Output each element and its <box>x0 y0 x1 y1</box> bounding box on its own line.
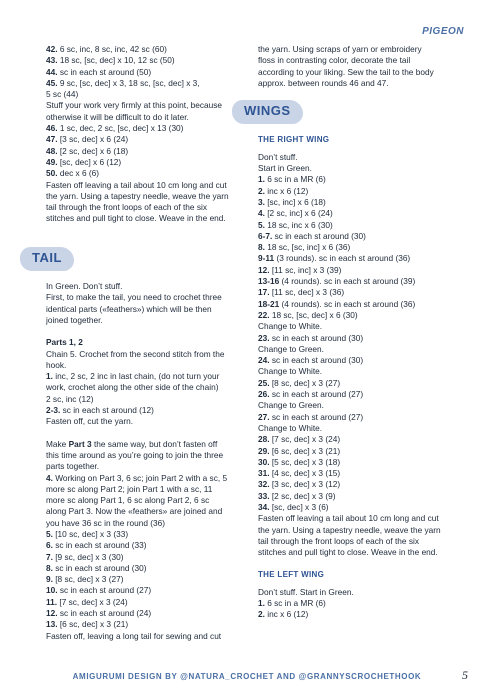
text-line: floss in contrasting color, decorate the tail <box>258 55 411 66</box>
instruction-text: [7 sc, dec] x 3 (24) <box>269 434 341 445</box>
instruction-text: more sc along Part 1, 6 sc along Part 2, 6 sc <box>46 495 210 506</box>
instruction-text: Make <box>46 438 69 449</box>
instruction-line <box>46 631 242 642</box>
round-number: 13. <box>46 619 58 630</box>
instruction-text: stitches and pull tight to close. Weave in the end. <box>258 547 438 558</box>
instruction-text: (4 rounds). sc in each st around (36) <box>279 298 416 309</box>
instruction-text: Change to White. <box>258 321 323 332</box>
instruction-text: Change to White. <box>258 366 323 377</box>
round-number: 3. <box>258 196 265 207</box>
instruction-text: inc x 6 (12) <box>264 609 309 620</box>
instruction-text: stitches and pull tight to close. Weave in the end. <box>46 213 226 224</box>
instruction-line <box>46 619 242 630</box>
instruction-text: you have 36 sc in the round (36) <box>46 517 165 528</box>
instruction-text: (4 rounds). sc in each st around (39) <box>279 276 416 287</box>
instruction-text: inc, 2 sc, 2 inc in last chain, (do not turn your <box>52 371 220 382</box>
round-number: 5. <box>258 219 265 230</box>
instruction-line <box>258 598 458 609</box>
round-number: 26. <box>258 389 270 400</box>
round-number: 13-16 <box>258 276 280 287</box>
instruction-text: Fasten off, cut the yarn. <box>46 416 134 427</box>
instruction-text: Fasten off, leaving a long tail for sewing and cut <box>46 630 222 641</box>
instruction-line <box>46 191 242 202</box>
instruction-line <box>46 416 242 427</box>
instruction-text: Change to White. <box>258 422 323 433</box>
instruction-line <box>46 382 242 393</box>
right-column <box>244 44 458 621</box>
instruction-line <box>46 484 242 495</box>
text-line: approx. between rounds 46 and 47. <box>258 77 389 88</box>
round-number: 9. <box>46 574 53 585</box>
instruction-line <box>46 540 242 551</box>
instruction-line <box>258 197 458 208</box>
round-number: 2-3. <box>46 405 61 416</box>
part-reference: Part 3 <box>68 438 92 449</box>
subheading-left-wing: THE LEFT WING <box>258 570 325 580</box>
instruction-line <box>258 547 458 558</box>
round-number: 7. <box>46 551 53 562</box>
instruction-text: (3 rounds). sc in each st around (36) <box>274 253 411 264</box>
instruction-text: sc in each st around (30) <box>272 230 366 241</box>
instruction-text: [2 sc, dec] x 6 (18) <box>57 145 129 156</box>
round-number: 47. <box>46 134 58 145</box>
instruction-text: Fasten off leaving a tail about 10 cm long and cut <box>46 179 227 190</box>
instruction-text: [2 sc, inc] x 6 (24) <box>264 208 333 219</box>
instruction-line <box>258 299 458 310</box>
instruction-line <box>46 461 242 472</box>
instruction-text: Working on Part 3, 6 sc; join Part 2 with a sc, 5 <box>52 472 228 483</box>
round-number: 1. <box>258 174 265 185</box>
instruction-text: Chain 5. Crochet from the second stitch from the <box>46 348 225 359</box>
text-line: identical parts («feathers») which will be then <box>46 303 212 314</box>
instruction-line <box>46 597 242 608</box>
instruction-line <box>46 168 242 179</box>
round-number: 33. <box>258 490 270 501</box>
instruction-text: sc in each st around (30) <box>52 562 147 573</box>
instruction-text: [10 sc, dec] x 3 (33) <box>52 528 129 539</box>
footer-credit: AMIGURUMI DESIGN BY @NATURA_CROCHET AND @GRANNYSCROCHETHOOK <box>72 672 422 681</box>
round-number: 22. <box>258 309 270 320</box>
instruction-text: sc in each st around (24) <box>57 608 152 619</box>
instruction-line <box>46 112 242 123</box>
instruction-line <box>258 468 458 479</box>
round-number: 43. <box>46 55 58 66</box>
instruction-text: the yarn. Using a tapestry needle, weave the yarn <box>258 524 441 535</box>
round-number: 12. <box>46 608 58 619</box>
instruction-line <box>46 67 242 78</box>
round-number: 25. <box>258 377 270 388</box>
instruction-text: the same way, but don’t fasten off <box>91 438 218 449</box>
instruction-line <box>258 253 458 264</box>
instruction-line <box>258 276 458 287</box>
instruction-line <box>258 163 458 174</box>
instruction-text: hook. <box>46 359 67 370</box>
instruction-line <box>46 529 242 540</box>
instruction-line <box>46 349 242 360</box>
round-number: 24. <box>258 355 270 366</box>
instruction-line <box>258 400 458 411</box>
section-title-wings-badge <box>232 100 303 124</box>
round-number: 49. <box>46 156 58 167</box>
round-number: 4. <box>46 472 53 483</box>
instruction-line <box>258 423 458 434</box>
instruction-text: sc in each st around (33) <box>52 540 147 551</box>
instruction-text: the yarn. Using a tapestry needle, weave the yarn <box>46 190 229 201</box>
round-number: 4. <box>258 208 265 219</box>
instruction-line <box>46 518 242 529</box>
section-title-tail-badge <box>20 247 74 271</box>
round-number: 34. <box>258 501 270 512</box>
subheading-right-wing: THE RIGHT WING <box>258 135 330 145</box>
round-number: 2. <box>258 609 265 620</box>
round-number: 50. <box>46 168 58 179</box>
instruction-text: work, crochet along the other side of the chain) <box>46 382 219 393</box>
instruction-line <box>46 473 242 484</box>
round-number: 46. <box>46 123 58 134</box>
instruction-text: inc x 6 (12) <box>264 185 309 196</box>
instruction-line <box>258 587 458 598</box>
header-title: PIGEON <box>422 26 464 37</box>
instruction-text: 1 sc, dec, 2 sc, [sc, dec] x 13 (30) <box>57 123 184 134</box>
instruction-line <box>258 265 458 276</box>
instruction-text: [8 sc, dec] x 3 (27) <box>269 377 341 388</box>
instruction-line <box>258 446 458 457</box>
instruction-text: [6 sc, dec] x 3 (21) <box>269 445 341 456</box>
instruction-line <box>258 152 458 163</box>
instruction-text: Stuff your work very firmly at this point, because <box>46 100 222 111</box>
instruction-line <box>46 439 242 450</box>
instruction-line <box>258 412 458 423</box>
instruction-line <box>258 344 458 355</box>
instruction-text: [6 sc, dec] x 3 (21) <box>57 619 129 630</box>
instruction-text: parts together. <box>46 461 100 472</box>
round-number: 44. <box>46 66 58 77</box>
instruction-text: sc in each st around (12) <box>60 405 154 416</box>
round-number: 1. <box>258 598 265 609</box>
instruction-line <box>258 186 458 197</box>
page-number: 5 <box>462 668 468 682</box>
instruction-text: [7 sc, dec] x 3 (24) <box>57 596 128 607</box>
instruction-line <box>258 310 458 321</box>
instruction-text: Don’t stuff. Start in Green. <box>258 586 354 597</box>
instruction-text: 6 sc in a MR (6) <box>264 598 326 609</box>
instruction-text: [11 sc, dec] x 3 (36) <box>269 287 345 298</box>
instruction-line <box>46 134 242 145</box>
instruction-line <box>258 355 458 366</box>
instruction-text: [sc, inc] x 6 (18) <box>264 196 326 207</box>
instruction-text: 5 sc (44) <box>46 89 79 100</box>
instruction-text: sc in each st around (30) <box>269 332 364 343</box>
instruction-text: [2 sc, dec] x 3 (9) <box>269 490 336 501</box>
instruction-line <box>258 242 458 253</box>
instruction-text: dec x 6 (6) <box>57 168 100 179</box>
text-line: joined together. <box>46 314 103 325</box>
instruction-text: sc in each st around (30) <box>269 355 364 366</box>
text-line: the yarn. Using scraps of yarn or embroidery <box>258 44 422 54</box>
instruction-text: 18 sc, [sc, dec] x 6 (30) <box>269 309 358 320</box>
instruction-text: this time around as you’re going to join the three <box>46 449 224 460</box>
instruction-text: [sc, dec] x 6 (12) <box>57 156 122 167</box>
instruction-text: tail through the front loops of each of the six <box>46 202 207 213</box>
instruction-line <box>258 333 458 344</box>
instruction-text: 6 sc, inc, 8 sc, inc, 42 sc (60) <box>57 44 167 54</box>
round-number: 9-11 <box>258 253 275 264</box>
instruction-text: [11 sc, inc] x 3 (39) <box>269 264 342 275</box>
round-number: 1. <box>46 371 53 382</box>
instruction-text: sc in each st around (50) <box>57 66 152 77</box>
instruction-line <box>46 157 242 168</box>
round-number: 28. <box>258 434 270 445</box>
instruction-text: sc in each st around (27) <box>269 389 364 400</box>
instruction-line <box>258 389 458 400</box>
instruction-text: [8 sc, dec] x 3 (27) <box>52 574 124 585</box>
instruction-line <box>46 394 242 405</box>
instruction-line <box>258 513 458 524</box>
instruction-text: along Part 3. Now the «feathers» are joined and <box>46 506 223 517</box>
instruction-line <box>46 405 242 416</box>
instruction-line <box>46 506 242 517</box>
instruction-text: Change to Green. <box>258 343 324 354</box>
section-title-tail: TAIL <box>32 249 62 265</box>
instruction-line <box>46 371 242 382</box>
instruction-line <box>46 55 242 66</box>
instruction-line <box>258 208 458 219</box>
round-number: 29. <box>258 445 270 456</box>
round-number: 48. <box>46 145 58 156</box>
instruction-line <box>46 146 242 157</box>
text-line: In Green. Don’t stuff. <box>46 281 123 292</box>
round-number: 18-21 <box>258 298 280 309</box>
round-number: 5. <box>46 528 53 539</box>
instruction-text: 6 sc in a MR (6) <box>264 174 326 185</box>
round-number: 42. <box>46 44 58 54</box>
instruction-line <box>258 479 458 490</box>
instruction-text: 2 sc, inc (12) <box>46 393 94 404</box>
instruction-line <box>46 585 242 596</box>
instruction-line <box>258 536 458 547</box>
round-number: 27. <box>258 411 270 422</box>
text-line: First, to make the tail, you need to crochet three <box>46 292 222 303</box>
round-number: 2. <box>258 185 265 196</box>
instruction-text: 18 sc, [sc, dec] x 10, 12 sc (50) <box>57 55 175 66</box>
instruction-text: otherwise it will be difficult to do it later. <box>46 111 189 122</box>
instruction-line <box>258 502 458 513</box>
instruction-line <box>258 457 458 468</box>
instruction-text: sc in each st around (27) <box>57 585 152 596</box>
instruction-text: 18 sc, [sc, inc] x 6 (36) <box>264 242 351 253</box>
instruction-text: [sc, dec] x 3 (6) <box>269 501 329 512</box>
instruction-text: [3 sc, dec] x 6 (24) <box>57 134 129 145</box>
instruction-text: Don’t stuff. <box>258 151 298 162</box>
instruction-line <box>258 220 458 231</box>
section-title-wings: WINGS <box>244 103 291 119</box>
round-number: 30. <box>258 456 270 467</box>
instruction-text: [3 sc, dec] x 3 (12) <box>269 479 341 490</box>
instruction-line <box>258 231 458 242</box>
round-number: 8. <box>46 562 53 573</box>
instruction-line <box>258 287 458 298</box>
instruction-line <box>46 44 242 55</box>
instruction-line <box>258 434 458 445</box>
instruction-line <box>258 321 458 332</box>
instruction-line <box>258 525 458 536</box>
instruction-line <box>46 89 242 100</box>
instruction-text: [5 sc, dec] x 3 (18) <box>269 456 341 467</box>
instruction-line <box>46 360 242 371</box>
round-number: 11. <box>46 596 58 607</box>
instruction-line <box>46 202 242 213</box>
round-number: 6. <box>46 540 53 551</box>
instruction-text: Fasten off leaving a tail about 10 cm long and cut <box>258 513 439 524</box>
instruction-line <box>46 495 242 506</box>
round-number: 23. <box>258 332 270 343</box>
instruction-text: tail through the front loops of each of the six <box>258 535 419 546</box>
instruction-line <box>46 574 242 585</box>
instruction-line <box>258 609 458 620</box>
round-number: 8. <box>258 242 265 253</box>
round-number: 17. <box>258 287 270 298</box>
instruction-line <box>46 608 242 619</box>
instruction-text: Start in Green. <box>258 163 312 174</box>
parts-heading: Parts 1, 2 <box>46 337 83 348</box>
instruction-line <box>46 552 242 563</box>
instruction-line <box>46 123 242 134</box>
instruction-line <box>258 366 458 377</box>
instruction-line <box>258 378 458 389</box>
text-line: according to your liking. Sew the tail to the body <box>258 66 434 77</box>
instruction-line <box>46 78 242 89</box>
instruction-line <box>46 100 242 111</box>
instruction-text: 18 sc, inc x 6 (30) <box>264 219 333 230</box>
instruction-text: [4 sc, dec] x 3 (15) <box>269 468 341 479</box>
round-number: 12. <box>258 264 270 275</box>
instruction-text: Change to Green. <box>258 400 324 411</box>
round-number: 45. <box>46 77 58 88</box>
round-number: 31. <box>258 468 270 479</box>
left-column <box>32 44 242 642</box>
instruction-line <box>46 180 242 191</box>
round-number: 6-7. <box>258 230 273 241</box>
instruction-line <box>46 563 242 574</box>
instruction-text: 9 sc, [sc, dec] x 3, 18 sc, [sc, dec] x 3, <box>57 77 200 88</box>
instruction-line <box>46 213 242 224</box>
instruction-line <box>46 450 242 461</box>
instruction-text: sc in each st around (27) <box>269 411 364 422</box>
instruction-text: [9 sc, dec] x 3 (30) <box>52 551 124 562</box>
instruction-line <box>258 174 458 185</box>
instruction-line <box>258 491 458 502</box>
instruction-text: more sc along Part 2; join Part 1 with a sc, 11 <box>46 483 213 494</box>
round-number: 10. <box>46 585 58 596</box>
round-number: 32. <box>258 479 270 490</box>
